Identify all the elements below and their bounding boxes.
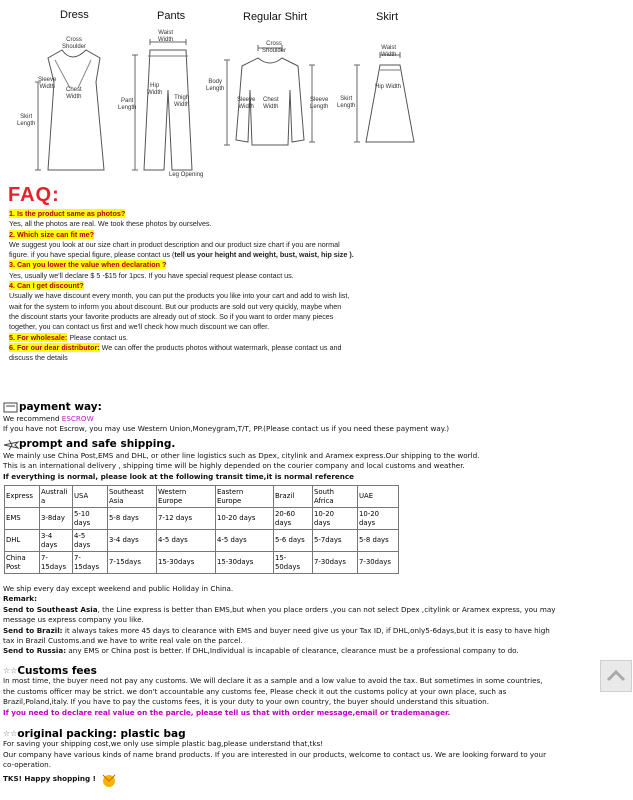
- pants-label-pant-length: Pant Length: [118, 98, 137, 111]
- table-cell: Eastern Europe: [216, 486, 274, 508]
- dress-sketch: [48, 50, 104, 170]
- dress-label-sleeve-width: Sleeve Width: [38, 77, 57, 90]
- faq-answer-1: Yes, all the photos are real. We took these photos by ourselves.: [9, 219, 212, 229]
- faq-question-4: 4. Can I get discount?: [9, 281, 84, 291]
- table-cell: China Post: [5, 552, 40, 574]
- payment-alternatives: If you have not Escrow, you may use Western Union,Moneygram,T/T, PP.(Please contact us if you need these payment way.): [3, 424, 450, 434]
- table-cell: 7- 15days: [73, 552, 108, 574]
- table-row: [5, 508, 399, 530]
- faq-question-2: 2. Which size can fit me?: [9, 229, 95, 239]
- skirt-label-skirt-length: Skirt Length: [337, 96, 356, 109]
- packing-line1: For saving your shipping cost,we only use simple plastic bag,please understand that,tks!: [3, 739, 324, 749]
- pants-label-thigh-width: Thigh Width: [174, 95, 190, 108]
- faq-answer-2-line1: We suggest you look at our size chart in product description and our product size chart if you are normal: [9, 239, 340, 249]
- payment-section: [3, 400, 631, 435]
- shipping-line2: This is an international delivery , shipping time will be highly depended on the courier company and local customs and weather.: [3, 461, 465, 471]
- faq-block: [9, 209, 394, 363]
- dress-title: Dress: [60, 9, 89, 21]
- dress-label-cross-shoulder: Cross Shoulder: [62, 37, 87, 50]
- dress-label-skirt-length: Skirt Length: [17, 114, 36, 127]
- table-cell: 15-30days: [157, 552, 216, 574]
- customs-line3: Brazil,Poland,italy. If you have to pay the customs fees, it is your duty to your own country, the buyer should understand this situation.: [3, 697, 490, 707]
- airplane-icon: [3, 437, 19, 451]
- table-cell: 7-30days: [313, 552, 358, 574]
- faq-answer-6-line2: discuss the details: [9, 353, 68, 363]
- faq-answer-4-line1: Usually we have discount every month, you can put the products you like into your cart and add to wish list,: [9, 291, 350, 301]
- customs-line2: the customs officer may be strict. we don't accountable any customs fee, Please check it out the customs policy at your own place, such as: [3, 686, 507, 696]
- table-cell: 4-5 days: [157, 530, 216, 552]
- table-cell: 7- 15days: [40, 552, 73, 574]
- table-row: [5, 530, 399, 552]
- table-cell: 3-4 days: [40, 530, 73, 552]
- payment-recommend-text: We recommend: [3, 414, 62, 423]
- brazil-text-2: tax in Brazil Customs.and we have to write real vale on the parcel.: [3, 636, 243, 646]
- faq-answer-2-line2: figure. if you have special figure, please contact us (: [9, 250, 175, 260]
- faq-question-5: 5. For wholesale:: [9, 332, 68, 342]
- shirt-label-cross-shoulder: Cross Shoulder: [262, 41, 287, 54]
- payment-heading: payment way:: [19, 400, 102, 413]
- dress-label-chest-width: Chest Width: [66, 87, 82, 100]
- shirt-label-body-length: Body Length: [206, 79, 225, 92]
- thanks-text: TKS! Happy shopping !: [3, 774, 96, 784]
- table-cell: 3-4 days: [108, 530, 157, 552]
- skirt-sketch: [366, 65, 414, 142]
- shirt-label-sleeve-length: Sleeve Length: [310, 97, 329, 110]
- pants-title: Pants: [157, 10, 186, 22]
- shipping-line1: We mainly use China Post,EMS and DHL, or other line logistics such as Dpex, citylink and Aramex express.Our shipping to the world.: [3, 451, 480, 460]
- shipping-line3: If everything is normal, please look at the following transit time,it is normal reference: [3, 471, 355, 481]
- skirt-label-hip-width: Hip Width: [375, 84, 402, 90]
- table-cell: 5-10 days: [73, 508, 108, 530]
- packing-line3: co-operation.: [3, 760, 52, 770]
- table-cell: 5-8 days: [108, 508, 157, 530]
- table-cell: 10-20 days: [358, 508, 399, 530]
- ship-days-note: We ship every day except weekend and public Holiday in China.: [3, 584, 234, 593]
- remark-label: Remark:: [3, 594, 37, 604]
- table-cell: Brazil: [274, 486, 313, 508]
- table-cell: 15-30days: [216, 552, 274, 574]
- customs-line1: In most time, the buyer need not pay any customs. We will declare it as a sample and a low value to avoid the tax. But sometimes in some countries,: [3, 676, 543, 686]
- table-cell: 5-6 days: [274, 530, 313, 552]
- shirt-title: Regular Shirt: [243, 11, 308, 23]
- faq-answer-6-line1: We can offer the products photos without watermark, please contact us and: [99, 342, 342, 352]
- gift-icon: [96, 771, 122, 789]
- pants-sketch: [144, 50, 192, 170]
- skirt-title: Skirt: [376, 11, 398, 23]
- table-row: [5, 552, 399, 574]
- table-header-row: [5, 486, 399, 508]
- scroll-to-top-button[interactable]: [600, 660, 632, 692]
- customs-heading: Customs fees: [17, 665, 97, 677]
- faq-answer-2-bold: tell us your height and weight, bust, waist, hip size ).: [174, 250, 354, 260]
- table-cell: 5-8 days: [358, 530, 399, 552]
- table-cell: Southeast Asia: [108, 486, 157, 508]
- faq-answer-4-line4: together, you can contact us first and we'll check how much discount we can offer.: [9, 322, 270, 332]
- shipping-heading: prompt and safe shipping.: [19, 437, 176, 450]
- table-cell: 3-8day: [40, 508, 73, 530]
- sea-text: , the Line express is better than EMS,but when you place orders ,you can not select Dpex ,citylink or Aramex express, you may: [97, 604, 556, 614]
- table-cell: South Africa: [313, 486, 358, 508]
- faq-question-3: 3. Can you lower the value when declaration ?: [9, 260, 167, 270]
- payment-escrow: ESCROW: [61, 414, 94, 423]
- table-cell: DHL: [5, 530, 40, 552]
- pants-label-leg-opening: Leg Opening: [169, 172, 204, 178]
- table-cell: Express: [5, 486, 40, 508]
- table-cell: 5-7days: [313, 530, 358, 552]
- table-cell: 7-30days: [358, 552, 399, 574]
- table-cell: UAE: [358, 486, 399, 508]
- table-cell: Australi a: [40, 486, 73, 508]
- table-cell: Western Europe: [157, 486, 216, 508]
- pants-label-hip-width: Hip Width: [147, 83, 163, 96]
- table-cell: EMS: [5, 508, 40, 530]
- chevron-up-icon: [601, 661, 631, 691]
- table-cell: 7-12 days: [157, 508, 216, 530]
- faq-answer-4-line3: the discount starts your favorite products are already out of stock. So if you want to order many pieces: [9, 311, 334, 321]
- table-cell: 10-20 days: [313, 508, 358, 530]
- table-cell: 10-20 days: [216, 508, 274, 530]
- shirt-label-sleeve-width: Sleeve Width: [237, 97, 256, 110]
- stars-icon: ☆☆: [3, 729, 18, 738]
- table-cell: 20-60 days: [274, 508, 313, 530]
- packing-heading: original packing: plastic bag: [17, 728, 186, 740]
- sea-label: Send to Southeast Asia: [3, 604, 98, 614]
- faq-title: FAQ:: [8, 184, 60, 206]
- shipping-section: [3, 437, 631, 482]
- stars-icon: ☆☆: [3, 666, 18, 675]
- customs-notice: If you need to declare real value on the parcle, please tell us that with order message,email or trademanager.: [3, 707, 451, 717]
- faq-answer-5: Please contact us.: [67, 332, 129, 342]
- faq-answer-4-line2: wait for the system to inform you about discount. But our products are sold out very quickly, maybe when: [9, 301, 342, 311]
- transit-time-table: [4, 485, 399, 574]
- pants-label-waist-width: Waist Width: [158, 30, 174, 43]
- brazil-text: it always takes more 45 days to clearance with EMS and buyer need give us your Tax ID, if DHL,only5-6days,but it is easy to have high: [62, 625, 550, 635]
- skirt-label-waist-width: Waist Width: [381, 45, 397, 58]
- packing-line2: Our company have various kinds of name brand products. If you are interested in our products, welcome to contact us. We are looking forward to your: [3, 749, 547, 759]
- payment-icon: [3, 400, 19, 414]
- table-cell: 4-5 days: [216, 530, 274, 552]
- faq-question-1: 1. Is the product same as photos?: [9, 209, 126, 218]
- packing-section: [3, 729, 631, 789]
- table-cell: USA: [73, 486, 108, 508]
- customs-section: [3, 666, 631, 718]
- table-cell: 7-15days: [108, 552, 157, 574]
- table-cell: 15- 50days: [274, 552, 313, 574]
- sea-text-2: message us express company you like.: [3, 615, 144, 625]
- table-cell: 4-5 days: [73, 530, 108, 552]
- russia-text: any EMS or China post is better. If DHL,Individual is incapable of clearance, clearance must be a professional company to do.: [66, 646, 519, 656]
- brazil-label: Send to Brazil:: [3, 625, 63, 635]
- shirt-label-chest-width: Chest Width: [263, 97, 279, 110]
- faq-answer-3: Yes, usually we'll declare $ 5 -$15 for 1pcs. If you have special request please contact us.: [9, 270, 294, 280]
- faq-question-6: 6. For our dear distributor:: [9, 342, 100, 352]
- russia-label: Send to Russia:: [3, 646, 67, 656]
- shipping-remarks: [3, 584, 631, 657]
